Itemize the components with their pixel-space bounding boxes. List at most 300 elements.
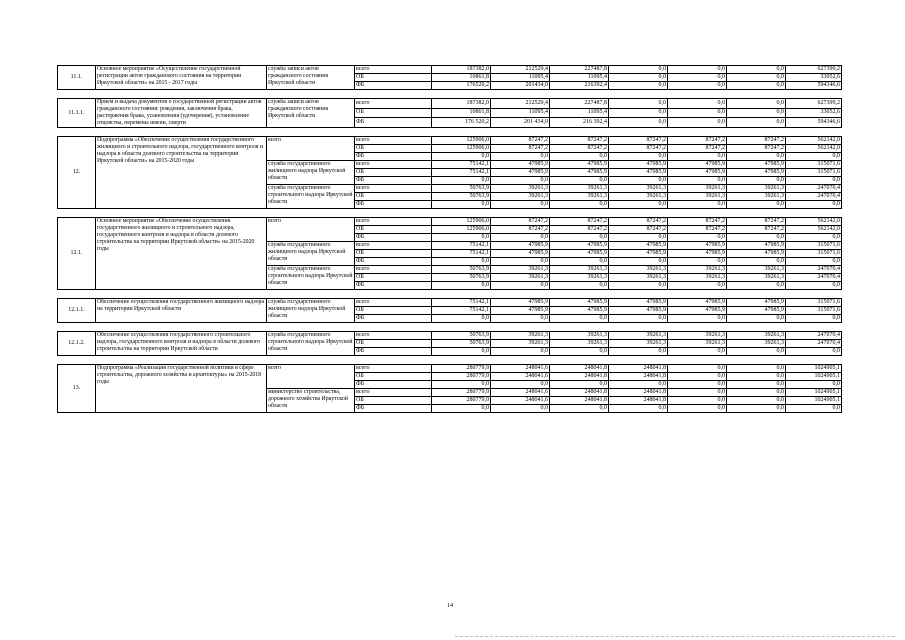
executor: служба государственного жилищного надзора Иркутской области (267, 299, 355, 323)
amount-cell: 75142,1 (432, 169, 491, 177)
amount-cell: 10861,8 (432, 74, 491, 82)
amount-cell: 39261,3 (668, 266, 727, 274)
amount-cell: 39261,3 (550, 185, 609, 193)
amount-cell: 0,0 (491, 405, 550, 413)
item-name: Обеспечение осуществления государственного жилищного надзора на территории Иркутской области (96, 299, 267, 323)
amount-cell: 39261,3 (550, 340, 609, 348)
amount-cell: 247070,4 (786, 185, 842, 193)
amount-cell: 0,0 (727, 405, 786, 413)
amount-cell: 0,0 (727, 177, 786, 185)
amount-cell: 247070,4 (786, 340, 842, 348)
gap-cell (58, 323, 842, 332)
amount-cell: 39261,3 (491, 340, 550, 348)
amount-cell: 0,0 (432, 177, 491, 185)
funding-source: ОБ (355, 193, 432, 201)
amount-cell: 87247,2 (609, 145, 668, 153)
table-row (58, 218, 842, 226)
amount-cell: 47985,9 (727, 307, 786, 315)
amount-cell: 47985,9 (609, 242, 668, 250)
amount-cell: 47985,9 (727, 250, 786, 258)
amount-cell: 176520,2 (432, 82, 491, 90)
funding-source: ФБ (355, 282, 432, 290)
amount-cell: 248041,8 (550, 389, 609, 397)
amount-cell: 125906,0 (432, 145, 491, 153)
amount-cell: 227487,8 (550, 66, 609, 74)
funding-source: ОБ (355, 169, 432, 177)
amount-cell: 87247,2 (550, 137, 609, 145)
item-name: Подпрограмма «Обеспечение осуществления государственного жилищного и строительного надзора, государственного контроля и надзора в области долевого строительства на территории Иркутской области» на 2015-2020 годы (96, 137, 267, 209)
amount-cell: 39261,3 (727, 185, 786, 193)
amount-cell: 0,0 (609, 177, 668, 185)
amount-cell: 0,0 (491, 201, 550, 209)
amount-cell: 47985,9 (491, 250, 550, 258)
amount-cell: 248041,8 (550, 397, 609, 405)
amount-cell: 39261,3 (609, 340, 668, 348)
amount-cell: 0,0 (491, 153, 550, 161)
funding-source: ОБ (355, 145, 432, 153)
amount-cell: 0,0 (668, 153, 727, 161)
amount-cell: 0,0 (609, 348, 668, 356)
funding-source: всего (355, 99, 432, 109)
executor: всего (267, 218, 355, 242)
scan-edge-line (455, 636, 895, 637)
amount-cell: 248041,8 (609, 397, 668, 405)
amount-cell: 212529,4 (491, 66, 550, 74)
amount-cell: 0,0 (727, 234, 786, 242)
amount-cell: 1024905,1 (786, 389, 842, 397)
block-gap (58, 209, 842, 218)
amount-cell: 0,0 (786, 153, 842, 161)
amount-cell: 0,0 (668, 99, 727, 109)
amount-cell: 562142,0 (786, 226, 842, 234)
item-name: Основное мероприятие «Осуществление государственной регистрации актов гражданского состояния на территории Иркутской области» на 2015 - 2017 годы (96, 66, 267, 90)
funding-source: всего (355, 218, 432, 226)
item-code: 11.1. (58, 66, 96, 90)
amount-cell: 87247,2 (609, 226, 668, 234)
amount-cell: 627399,2 (786, 66, 842, 74)
executor: всего (267, 137, 355, 161)
amount-cell: 594346,6 (786, 82, 842, 90)
amount-cell: 562142,0 (786, 145, 842, 153)
amount-cell: 39261,3 (491, 185, 550, 193)
amount-cell: 47985,9 (727, 242, 786, 250)
amount-cell: 201434,0 (491, 82, 550, 90)
amount-cell: 0,0 (786, 177, 842, 185)
funding-source: ОБ (355, 340, 432, 348)
amount-cell: 0,0 (432, 315, 491, 323)
gap-cell (58, 90, 842, 99)
executor: служба государственного строительного надзора Иркутской области (267, 266, 355, 290)
amount-cell: 0,0 (727, 108, 786, 118)
gap-cell (58, 209, 842, 218)
funding-source: ФБ (355, 381, 432, 389)
amount-cell: 0,0 (727, 348, 786, 356)
amount-cell: 11095,4 (491, 74, 550, 82)
amount-cell: 39261,3 (668, 332, 727, 340)
item-code: 13. (58, 365, 96, 413)
amount-cell: 50763,9 (432, 266, 491, 274)
amount-cell: 47985,9 (550, 250, 609, 258)
amount-cell: 248041,6 (491, 365, 550, 373)
amount-cell: 0,0 (491, 234, 550, 242)
amount-cell: 87247,2 (491, 145, 550, 153)
funding-source: всего (355, 332, 432, 340)
amount-cell: 47985,9 (609, 299, 668, 307)
funding-source: всего (355, 161, 432, 169)
amount-cell: 0,0 (668, 74, 727, 82)
item-name: Подпрограмма «Реализация государственной политики в сфере строительства, дорожного хозяйства и архитектуры» на 2015-2018 годы (96, 365, 267, 413)
funding-source: ФБ (355, 153, 432, 161)
amount-cell: 0,0 (727, 153, 786, 161)
amount-cell: 39261,3 (609, 332, 668, 340)
amount-cell: 0,0 (727, 389, 786, 397)
funding-source: ФБ (355, 82, 432, 90)
amount-cell: 562142,0 (786, 218, 842, 226)
amount-cell: 47985,9 (668, 250, 727, 258)
amount-cell: 0,0 (432, 234, 491, 242)
amount-cell: 627399,2 (786, 99, 842, 109)
amount-cell: 0,0 (432, 348, 491, 356)
amount-cell: 0,0 (609, 66, 668, 74)
amount-cell: 248041,6 (491, 397, 550, 405)
amount-cell: 47985,9 (727, 161, 786, 169)
amount-cell: 187382,0 (432, 99, 491, 109)
block-gap (58, 128, 842, 137)
amount-cell: 87247,2 (727, 226, 786, 234)
amount-cell: 0,0 (727, 118, 786, 128)
block-gap (58, 90, 842, 99)
funding-source: ОБ (355, 74, 432, 82)
amount-cell: 0,0 (786, 381, 842, 389)
amount-cell: 39261,3 (491, 193, 550, 201)
amount-cell: 75142,1 (432, 242, 491, 250)
amount-cell: 87247,2 (550, 226, 609, 234)
amount-cell: 87247,2 (668, 226, 727, 234)
amount-cell: 11095,4 (550, 108, 609, 118)
amount-cell: 280779,9 (432, 365, 491, 373)
amount-cell: 0,0 (550, 315, 609, 323)
amount-cell: 87247,2 (609, 218, 668, 226)
funding-source: ФБ (355, 118, 432, 128)
amount-cell: 47985,9 (550, 299, 609, 307)
amount-cell: 0,0 (786, 282, 842, 290)
funding-source: ФБ (355, 234, 432, 242)
funding-source: всего (355, 242, 432, 250)
amount-cell: 125906,0 (432, 137, 491, 145)
amount-cell: 39261,3 (609, 185, 668, 193)
funding-source: ОБ (355, 226, 432, 234)
amount-cell: 75142,1 (432, 250, 491, 258)
amount-cell: 280779,9 (432, 389, 491, 397)
amount-cell: 87247,2 (668, 137, 727, 145)
amount-cell: 39261,3 (668, 185, 727, 193)
amount-cell: 315071,6 (786, 250, 842, 258)
amount-cell: 594346,6 (786, 118, 842, 128)
amount-cell: 315071,6 (786, 307, 842, 315)
amount-cell: 87247,2 (668, 218, 727, 226)
amount-cell: 0,0 (727, 99, 786, 109)
table-row (58, 299, 842, 307)
amount-cell: 47985,9 (668, 161, 727, 169)
amount-cell: 87247,2 (491, 218, 550, 226)
executor: служба государственного строительного надзора Иркутской области (267, 185, 355, 209)
amount-cell: 247070,4 (786, 266, 842, 274)
executor: служба государственного жилищного надзора Иркутской области (267, 161, 355, 185)
amount-cell: 248041,8 (550, 365, 609, 373)
amount-cell: 0,0 (609, 118, 668, 128)
amount-cell: 75142,1 (432, 299, 491, 307)
amount-cell: 248041,6 (491, 389, 550, 397)
amount-cell: 33052,6 (786, 74, 842, 82)
amount-cell: 10861,8 (432, 108, 491, 118)
amount-cell: 50763,9 (432, 332, 491, 340)
amount-cell: 315071,6 (786, 299, 842, 307)
amount-cell: 39261,3 (609, 274, 668, 282)
amount-cell: 0,0 (550, 282, 609, 290)
amount-cell: 315071,6 (786, 161, 842, 169)
item-name: Прием и выдача документов о государственной регистрации актов гражданского состояния: рождения, заключения брака, расторжения брака, усыновления (удочерения), установление отцовства, перемены имени, смерти (96, 99, 267, 128)
amount-cell: 0,0 (668, 177, 727, 185)
executor: всего (267, 365, 355, 389)
amount-cell: 0,0 (786, 258, 842, 266)
amount-cell: 1024905,1 (786, 397, 842, 405)
funding-source: всего (355, 266, 432, 274)
amount-cell: 0,0 (550, 381, 609, 389)
amount-cell: 47985,9 (727, 299, 786, 307)
amount-cell: 0,0 (432, 381, 491, 389)
amount-cell: 39261,3 (491, 274, 550, 282)
amount-cell: 0,0 (668, 365, 727, 373)
amount-cell: 0,0 (727, 282, 786, 290)
table-row (58, 99, 842, 109)
amount-cell: 0,0 (786, 315, 842, 323)
amount-cell: 47985,9 (491, 169, 550, 177)
amount-cell: 0,0 (491, 381, 550, 389)
amount-cell: 125906,0 (432, 226, 491, 234)
amount-cell: 47985,9 (550, 307, 609, 315)
amount-cell: 0,0 (727, 381, 786, 389)
amount-cell: 562142,0 (786, 137, 842, 145)
executor: служба государственного строительного надзора Иркутской области (267, 332, 355, 356)
amount-cell: 0,0 (786, 405, 842, 413)
amount-cell: 39261,3 (609, 266, 668, 274)
amount-cell: 0,0 (609, 234, 668, 242)
amount-cell: 0,0 (668, 397, 727, 405)
amount-cell: 248041,8 (550, 373, 609, 381)
amount-cell: 0,0 (727, 82, 786, 90)
item-code: 12. (58, 137, 96, 209)
amount-cell: 0,0 (609, 258, 668, 266)
amount-cell: 11095,4 (491, 108, 550, 118)
amount-cell: 87247,2 (727, 137, 786, 145)
table-row (58, 137, 842, 145)
amount-cell: 0,0 (727, 74, 786, 82)
amount-cell: 87247,2 (550, 218, 609, 226)
funding-source: ОБ (355, 108, 432, 118)
funding-source: ФБ (355, 315, 432, 323)
amount-cell: 47985,9 (550, 161, 609, 169)
amount-cell: 0,0 (609, 381, 668, 389)
amount-cell: 247070,4 (786, 193, 842, 201)
budget-table-body (58, 66, 842, 413)
amount-cell: 50763,9 (432, 340, 491, 348)
amount-cell: 0,0 (668, 66, 727, 74)
amount-cell: 0,0 (668, 405, 727, 413)
amount-cell: 39261,3 (727, 332, 786, 340)
amount-cell: 39261,3 (727, 340, 786, 348)
amount-cell: 0,0 (668, 348, 727, 356)
amount-cell: 47985,9 (550, 242, 609, 250)
amount-cell: 47985,9 (491, 307, 550, 315)
executor: служба записи актов гражданского состояния Иркутской области (267, 66, 355, 90)
amount-cell: 50763,9 (432, 274, 491, 282)
amount-cell: 0,0 (609, 82, 668, 90)
amount-cell: 11095,4 (550, 74, 609, 82)
funding-source: ОБ (355, 274, 432, 282)
item-name: Основное мероприятие «Обеспечение осуществления государственного жилищного и строительного надзора, государственного контроля и надзора в области долевого строительства на территории Иркутской области» на 2015-2020 годы (96, 218, 267, 290)
amount-cell: 0,0 (432, 258, 491, 266)
amount-cell: 0,0 (432, 153, 491, 161)
amount-cell: 216 392,4 (550, 118, 609, 128)
amount-cell: 47985,9 (668, 242, 727, 250)
funding-source: всего (355, 137, 432, 145)
funding-source: ОБ (355, 307, 432, 315)
funding-source: всего (355, 66, 432, 74)
amount-cell: 0,0 (786, 348, 842, 356)
executor: служба записи актов гражданского состояния Иркутской области (267, 99, 355, 128)
amount-cell: 39261,3 (727, 274, 786, 282)
amount-cell: 0,0 (668, 381, 727, 389)
amount-cell: 39261,3 (550, 332, 609, 340)
amount-cell: 0,0 (609, 282, 668, 290)
table-row (58, 66, 842, 74)
funding-source: всего (355, 365, 432, 373)
amount-cell: 0,0 (609, 108, 668, 118)
amount-cell: 1024905,1 (786, 373, 842, 381)
amount-cell: 0,0 (491, 348, 550, 356)
amount-cell: 247070,4 (786, 332, 842, 340)
amount-cell: 47985,9 (491, 299, 550, 307)
amount-cell: 47985,9 (609, 307, 668, 315)
amount-cell: 176 520,2 (432, 118, 491, 128)
amount-cell: 87247,2 (668, 145, 727, 153)
block-gap (58, 323, 842, 332)
funding-source: ОБ (355, 397, 432, 405)
amount-cell: 39261,3 (550, 266, 609, 274)
amount-cell: 0,0 (550, 405, 609, 413)
item-code: 12.1.1. (58, 299, 96, 323)
amount-cell: 280779,9 (432, 373, 491, 381)
amount-cell: 47985,9 (609, 169, 668, 177)
amount-cell: 0,0 (668, 282, 727, 290)
funding-source: всего (355, 299, 432, 307)
amount-cell: 0,0 (668, 315, 727, 323)
gap-cell (58, 128, 842, 137)
amount-cell: 0,0 (727, 258, 786, 266)
amount-cell: 201 434,0 (491, 118, 550, 128)
amount-cell: 248041,8 (609, 389, 668, 397)
amount-cell: 247070,4 (786, 274, 842, 282)
amount-cell: 0,0 (550, 258, 609, 266)
amount-cell: 75142,1 (432, 161, 491, 169)
amount-cell: 0,0 (668, 118, 727, 128)
funding-source: ФБ (355, 201, 432, 209)
amount-cell: 0,0 (550, 177, 609, 185)
funding-source: всего (355, 389, 432, 397)
amount-cell: 0,0 (432, 201, 491, 209)
block-gap (58, 356, 842, 365)
amount-cell: 248041,8 (609, 365, 668, 373)
amount-cell: 87247,2 (491, 226, 550, 234)
amount-cell: 0,0 (668, 258, 727, 266)
executor: министерство строительства, дорожного хозяйства Иркутской области (267, 389, 355, 413)
amount-cell: 0,0 (609, 405, 668, 413)
amount-cell: 39261,3 (491, 266, 550, 274)
amount-cell: 39261,3 (668, 340, 727, 348)
amount-cell: 0,0 (727, 365, 786, 373)
amount-cell: 87247,2 (727, 145, 786, 153)
amount-cell: 87247,2 (609, 137, 668, 145)
amount-cell: 50763,9 (432, 193, 491, 201)
amount-cell: 0,0 (491, 258, 550, 266)
amount-cell: 39261,3 (609, 193, 668, 201)
amount-cell: 39261,3 (727, 193, 786, 201)
amount-cell: 47985,9 (668, 299, 727, 307)
amount-cell: 216392,4 (550, 82, 609, 90)
amount-cell: 0,0 (491, 282, 550, 290)
amount-cell: 0,0 (668, 234, 727, 242)
amount-cell: 47985,9 (609, 250, 668, 258)
amount-cell: 0,0 (432, 282, 491, 290)
amount-cell: 0,0 (550, 153, 609, 161)
amount-cell: 187382,0 (432, 66, 491, 74)
amount-cell: 0,0 (491, 315, 550, 323)
amount-cell: 39261,3 (727, 266, 786, 274)
amount-cell: 0,0 (786, 201, 842, 209)
amount-cell: 248041,8 (609, 373, 668, 381)
amount-cell: 125906,0 (432, 218, 491, 226)
funding-source: ФБ (355, 258, 432, 266)
budget-table (57, 65, 842, 413)
amount-cell: 47985,9 (491, 161, 550, 169)
amount-cell: 0,0 (491, 177, 550, 185)
amount-cell: 0,0 (727, 373, 786, 381)
amount-cell: 227487,8 (550, 99, 609, 109)
funding-source: ФБ (355, 177, 432, 185)
amount-cell: 0,0 (609, 315, 668, 323)
amount-cell: 0,0 (550, 234, 609, 242)
amount-cell: 39261,3 (550, 274, 609, 282)
gap-cell (58, 356, 842, 365)
amount-cell: 0,0 (727, 397, 786, 405)
amount-cell: 0,0 (550, 348, 609, 356)
amount-cell: 47985,9 (491, 242, 550, 250)
block-gap (58, 290, 842, 299)
amount-cell: 315071,6 (786, 242, 842, 250)
funding-source: ФБ (355, 348, 432, 356)
funding-source: ОБ (355, 250, 432, 258)
amount-cell: 0,0 (668, 108, 727, 118)
amount-cell: 87247,2 (491, 137, 550, 145)
amount-cell: 0,0 (727, 201, 786, 209)
item-code: 12.1.2. (58, 332, 96, 356)
amount-cell: 39261,3 (668, 274, 727, 282)
item-name: Обеспечение осуществления государственного строительного надзора, государственного контроля и надзора в области долевого строительства на территории Иркутской области (96, 332, 267, 356)
amount-cell: 280779,9 (432, 397, 491, 405)
amount-cell: 0,0 (609, 153, 668, 161)
amount-cell: 0,0 (432, 405, 491, 413)
amount-cell: 75142,1 (432, 307, 491, 315)
